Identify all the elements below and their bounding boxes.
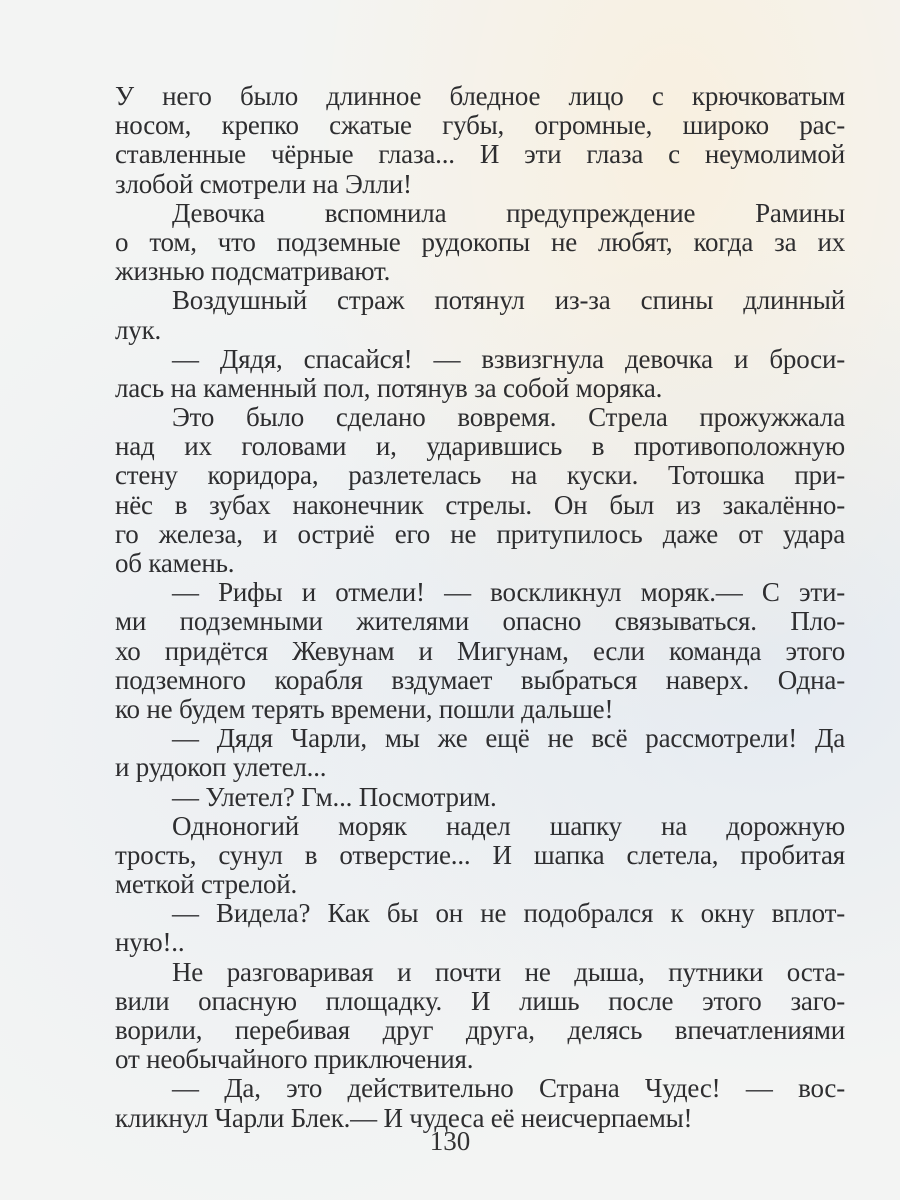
text-line: злобой смотрели на Элли! [115,168,412,199]
text-line: стену коридора, разлетелась на куски. Тотошка при- [115,460,845,491]
body-text [115,82,845,1133]
paragraph [115,286,845,344]
text-line: — Дядя Чарли, мы же ещё не всё рассмотрели! Да [172,723,845,754]
text-line: кликнул Чарли Блек.— И чудеса её неисчерпаемы! [115,1102,693,1133]
text-line: подземного корабля вздумает выбраться наверх. Одна- [115,664,845,695]
text-line: — Улетел? Гм... Посмотрим. [172,781,497,812]
text-line: — Рифы и отмели! — воскликнул моряк.— С эти- [172,577,845,608]
text-line: ми подземными жителями опасно связываться. Пло- [115,606,845,637]
paragraph [115,899,845,957]
text-line: Одноногий моряк надел шапку на дорожную [172,810,845,841]
text-line: — Видела? Как бы он не подобрался к окну вплот- [172,898,845,929]
text-line: ко не будем терять времени, пошли дальше! [115,693,614,724]
text-line: — Дядя, спасайся! — взвизгнула девочка и броси- [172,343,845,374]
paragraph [115,783,845,812]
text-line: Девочка вспомнила предупреждение Рамины [172,197,845,228]
text-line: лук. [115,314,162,345]
paragraph [115,199,845,287]
text-line: ворили, перебивая друг друга, делясь впечатлениями [115,1015,845,1045]
paragraph [115,1074,845,1132]
text-line: трость, сунул в отверстие... И шапка слетела, пробитая [115,839,845,870]
text-line: о том, что подземные рудокопы не любят, когда за их [115,226,845,257]
text-line: хо придётся Жевунам и Мигунам, если команда этого [115,635,845,666]
text-line: нёс в зубах наконечник стрелы. Он был из закалённо- [115,489,845,520]
text-line: Это было сделано вовремя. Стрела прожужжала [172,402,845,433]
text-line: жизнью подсматривают. [115,256,391,287]
text-line: го железа, и остриё его не притупилось даже от удара [115,518,845,549]
paragraph [115,82,845,199]
text-line: меткой стрелой. [115,869,298,900]
text-line: лась на каменный пол, потянув за собой моряка. [115,372,663,403]
text-line: носом, крепко сжатые губы, огромные, широко рас- [115,110,845,141]
paragraph [115,403,845,578]
text-line: Не разговаривая и почти не дыша, путники оста- [172,956,845,987]
paragraph [115,345,845,403]
text-line: над их головами и, ударившись в противоположную [115,431,845,462]
text-line: и рудокоп улетел... [115,752,327,783]
paragraph [115,812,845,900]
text-line: ную!.. [115,927,185,958]
paragraph [115,958,845,1075]
text-line: У него было длинное бледное лицо с крючковатым [115,81,845,111]
paragraph [115,578,845,724]
text-line: ставленные чёрные глаза... И эти глаза с неумолимой [115,139,845,170]
text-line: об камень. [115,548,235,578]
paragraph [115,724,845,782]
text-line: Воздушный страж потянул из-за спины длинный [172,285,845,316]
page-number: 130 [429,1126,471,1156]
text-line: вили опасную площадку. И лишь после этого заго- [115,985,845,1016]
text-line: от необычайного приключения. [115,1044,474,1075]
text-line: — Да, это действительно Страна Чудес! — вос- [172,1073,845,1104]
